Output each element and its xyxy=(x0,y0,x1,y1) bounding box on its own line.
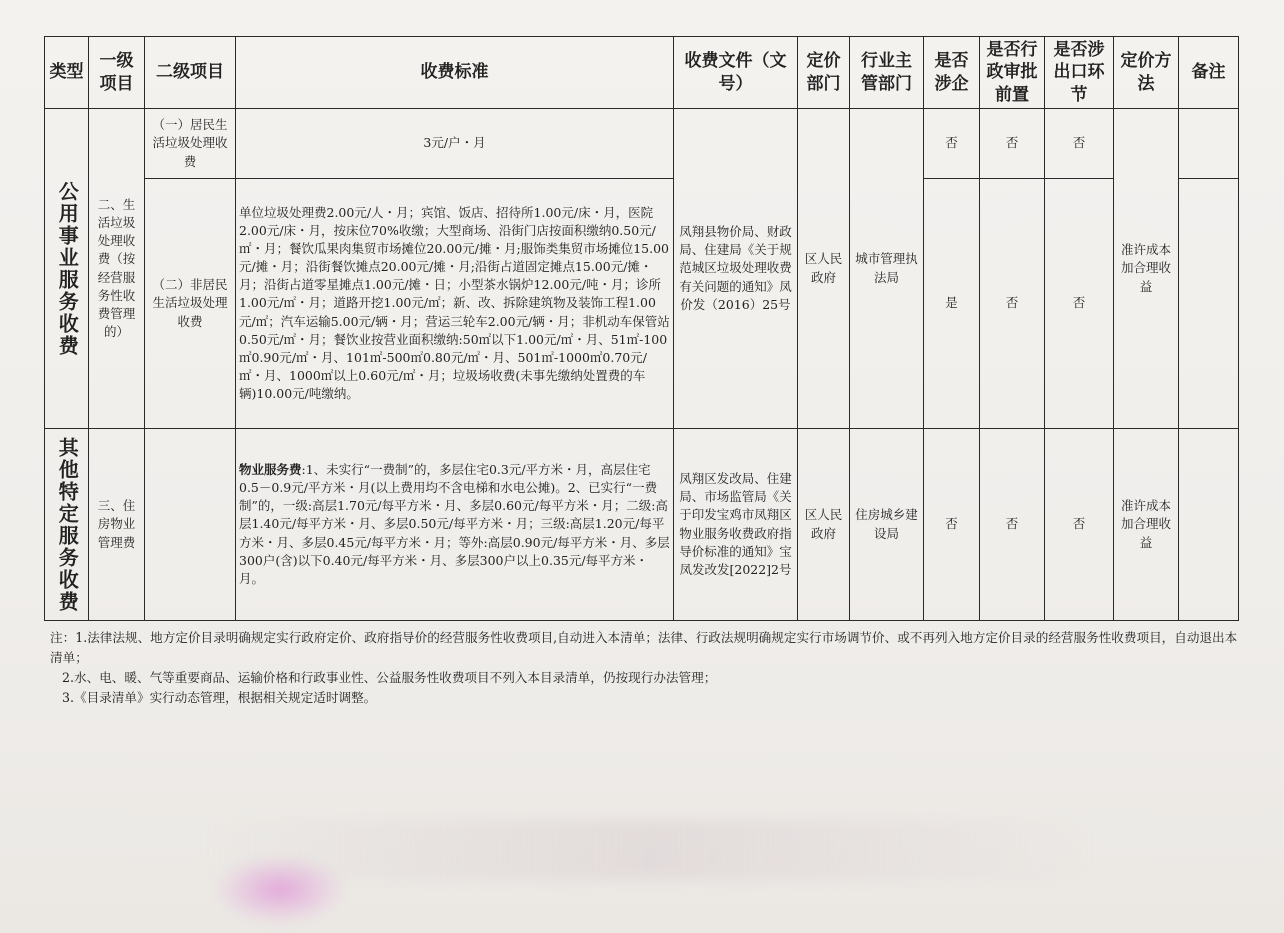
header-industry-dept: 行业主管部门 xyxy=(850,37,924,109)
header-standard: 收费标准 xyxy=(236,37,674,109)
group2-admin-approval: 否 xyxy=(980,429,1045,621)
row1-import-export: 否 xyxy=(1045,109,1114,179)
fee-catalog-table xyxy=(44,36,1239,621)
header-doc: 收费文件（文号） xyxy=(674,37,798,109)
pink-smudge xyxy=(215,855,345,925)
group2-level2 xyxy=(145,429,236,621)
row1-level2: （一）居民生活垃圾处理收费 xyxy=(145,109,236,179)
group1-doc: 凤翔县物价局、财政局、住建局《关于规范城区垃圾处理收费有关问题的通知》凤价发（2016）25号 xyxy=(674,109,798,429)
footnotes xyxy=(50,628,1240,709)
header-level2: 二级项目 xyxy=(145,37,236,109)
note-3: 3.《目录清单》实行动态管理，根据相关规定适时调整。 xyxy=(62,690,377,706)
group2-standard xyxy=(236,429,674,621)
group1-pricing-dept: 区人民政府 xyxy=(798,109,850,429)
group2-pricing-method: 准许成本加合理收益 xyxy=(1114,429,1179,621)
group1-pricing-method: 准许成本加合理收益 xyxy=(1114,109,1179,429)
row1-enterprise: 否 xyxy=(924,109,980,179)
group2-standard-label: 物业服务费 xyxy=(239,462,302,478)
group2-standard-text: :1、未实行“一费制”的，多层住宅0.3元/平方米・月，高层住宅0.5－0.9元/平方米・月(以上费用均不含电梯和水电公摊)。2、已实行“一费制”的，一级:高层1.70元/每平方米・月、多层0.60元/每平方米・月；二级:高层1.40元/每平方米・月、多层0.50元/每平方米・月；三级:高层1.20元/每平方米・月、多层0.45元/每平方米・月；等外:高层0.90元/每平方米・月、多层300户(含)以下0.40元/每平方米・月、多层300户以上0.35元/每平方米・月。 xyxy=(239,462,670,586)
header-pricing-method: 定价方法 xyxy=(1114,37,1179,109)
header-enterprise: 是否涉企 xyxy=(924,37,980,109)
group1-type: 公用事业服务收费 xyxy=(55,180,80,357)
group2-pricing-dept: 区人民政府 xyxy=(798,429,850,621)
group1-level1: 二、生活垃圾处理收费（按经营服务性收费管理的） xyxy=(89,109,145,429)
row2-remarks xyxy=(1179,179,1239,429)
header-pricing-dept: 定价部门 xyxy=(798,37,850,109)
header-remarks: 备注 xyxy=(1179,37,1239,109)
group2-type: 其他特定服务收费 xyxy=(55,436,80,613)
row2-level2: （二）非居民生活垃圾处理收费 xyxy=(145,179,236,429)
group2-remarks xyxy=(1179,429,1239,621)
header-import-export: 是否涉出口环节 xyxy=(1045,37,1114,109)
group2-import-export: 否 xyxy=(1045,429,1114,621)
header-level1: 一级项目 xyxy=(89,37,145,109)
row2-admin-approval: 否 xyxy=(980,179,1045,429)
group1-industry-dept: 城市管理执法局 xyxy=(850,109,924,429)
group2-enterprise: 否 xyxy=(924,429,980,621)
group2-industry-dept: 住房城乡建设局 xyxy=(850,429,924,621)
note-2: 2.水、电、暖、气等重要商品、运输价格和行政事业性、公益服务性收费项目不列入本目录清单，仍按现行办法管理； xyxy=(62,670,717,686)
group2-type-cell xyxy=(45,429,89,621)
header-type: 类型 xyxy=(45,37,89,109)
row1-remarks xyxy=(1179,109,1239,179)
row1-standard: 3元/户・月 xyxy=(236,109,674,179)
header-row xyxy=(45,37,1239,109)
row2-import-export: 否 xyxy=(1045,179,1114,429)
table-row xyxy=(45,179,1239,429)
table-row xyxy=(45,429,1239,621)
row2-standard: 单位垃圾处理费2.00元/人・月；宾馆、饭店、招待所1.00元/床・月，医院2.00元/床・月，按床位70%收缴；大型商场、沿街门店按面积缴纳0.50元/㎡・月；餐饮瓜果肉集贸市场摊位20.00元/摊・月;服饰类集贸市场摊位15.00元/摊・月；沿街餐饮摊点20.00元/摊・月;沿街占道固定摊点15.00元/摊・月；沿街占道零星摊点1.00元/摊・日；小型茶水锅炉12.00元/吨・月；诊所1.00元/㎡・月；道路开挖1.00元/㎡；新、改、拆除建筑物及装饰工程1.00元/㎡；汽车运输5.00元/辆・月；营运三轮车2.00元/辆・月；非机动车保管站0.50元/㎡・月；餐饮业按营业面积缴纳:50㎡以下1.00元/㎡・月、51㎡-100㎡0.90元/㎡・月、101㎡-500㎡0.80元/㎡・月、501㎡-1000㎡0.70元/㎡・月、1000㎡以上0.60元/㎡・月；垃圾场收费(未事先缴纳处置费的车辆)10.00元/吨缴纳。 xyxy=(236,179,674,429)
table-row xyxy=(45,109,1239,179)
row2-enterprise: 是 xyxy=(924,179,980,429)
row1-admin-approval: 否 xyxy=(980,109,1045,179)
group1-type-cell xyxy=(45,109,89,429)
group2-level1: 三、住房物业管理费 xyxy=(89,429,145,621)
note-1: 注：1.法律法规、地方定价目录明确规定实行政府定价、政府指导价的经营服务性收费项目,自动进入本清单；法律、行政法规明确规定实行市场调节价、或不再列入地方定价目录的经营服务性收费项目，自动退出本清单； xyxy=(50,630,1238,666)
header-admin-approval: 是否行政审批前置 xyxy=(980,37,1045,109)
group2-doc: 凤翔区发改局、住建局、市场监管局《关于印发宝鸡市凤翔区物业服务收费政府指导价标准的通知》宝凤发改发[2022]2号 xyxy=(674,429,798,621)
